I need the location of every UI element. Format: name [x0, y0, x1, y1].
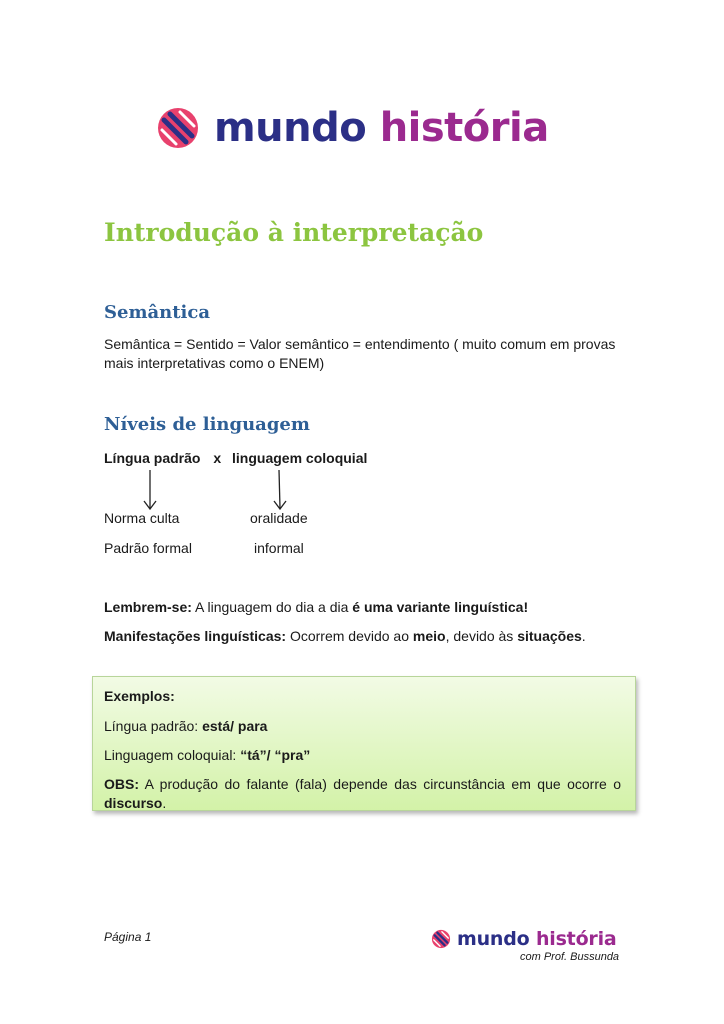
obs-text: A produção do falante (fala) depende das circunstância em que ocorre o	[139, 776, 621, 792]
lingua-padrao-label: Língua padrão	[104, 450, 201, 466]
oralidade: oralidade	[250, 510, 308, 526]
obs-label: OBS:	[104, 776, 139, 792]
linguagem-coloquial-label: linguagem coloquial	[232, 450, 368, 466]
brand-historia: história	[379, 105, 549, 151]
arrow-down-icon	[140, 468, 160, 512]
brand-mundo: mundo	[214, 105, 367, 151]
brand-logo-icon	[431, 929, 451, 949]
manifest-label: Manifestações linguísticas:	[104, 628, 287, 644]
lembrem-text: A linguagem do dia a dia	[191, 599, 353, 615]
exemplo-padrao-value: está/ para	[202, 718, 268, 734]
manifestacoes-paragraph	[104, 627, 586, 646]
header-logo	[156, 104, 549, 152]
footer-logo	[431, 928, 617, 950]
obs-paragraph	[104, 775, 621, 813]
arrow-down-icon	[270, 468, 290, 512]
lembrem-paragraph	[104, 598, 528, 617]
niveis-heading: Níveis de linguagem	[104, 414, 310, 435]
semantica-line-1: Semântica = Sentido = Valor semântico = entendimento ( muito comum em provas	[104, 336, 616, 352]
page-number: Página 1	[104, 930, 152, 944]
exemplos-box	[92, 676, 636, 811]
brand-logo-icon	[156, 106, 200, 150]
exemplo-padrao	[104, 717, 621, 736]
footer-brand-historia: história	[535, 927, 617, 950]
norma-culta: Norma culta	[104, 510, 180, 526]
exemplo-padrao-label: Língua padrão:	[104, 718, 203, 734]
informal: informal	[254, 540, 304, 556]
footer-wordmark	[457, 927, 617, 950]
semantica-heading: Semântica	[104, 302, 211, 323]
manifest-text-1: Ocorrem devido ao	[286, 628, 413, 644]
manifest-text-3: .	[581, 628, 586, 644]
obs-bold-discurso: discurso	[104, 795, 163, 811]
niveis-comparison	[104, 449, 367, 468]
semantica-paragraph	[104, 335, 634, 373]
padrao-formal: Padrão formal	[104, 540, 192, 556]
manifest-text-2: , devido às	[445, 628, 518, 644]
lembrem-label: Lembrem-se:	[104, 599, 192, 615]
footer-brand-mundo: mundo	[457, 927, 530, 950]
brand-wordmark	[214, 105, 549, 151]
exemplo-coloquial-value: “tá”/ “pra”	[240, 747, 311, 763]
semantica-line-2: mais interpretativas como o ENEM)	[104, 355, 325, 371]
exemplo-coloquial-label: Linguagem coloquial:	[104, 747, 241, 763]
lembrem-bold: é uma variante linguística!	[352, 599, 529, 615]
footer-subtitle: com Prof. Bussunda	[520, 951, 620, 963]
versus-x: x	[213, 450, 222, 466]
page-title: Introdução à interpretação	[104, 218, 484, 247]
manifest-bold-situacoes: situações	[517, 628, 582, 644]
exemplo-coloquial	[104, 746, 621, 765]
manifest-bold-meio: meio	[412, 628, 446, 644]
obs-text-end: .	[162, 795, 167, 811]
exemplos-heading: Exemplos:	[104, 688, 175, 704]
